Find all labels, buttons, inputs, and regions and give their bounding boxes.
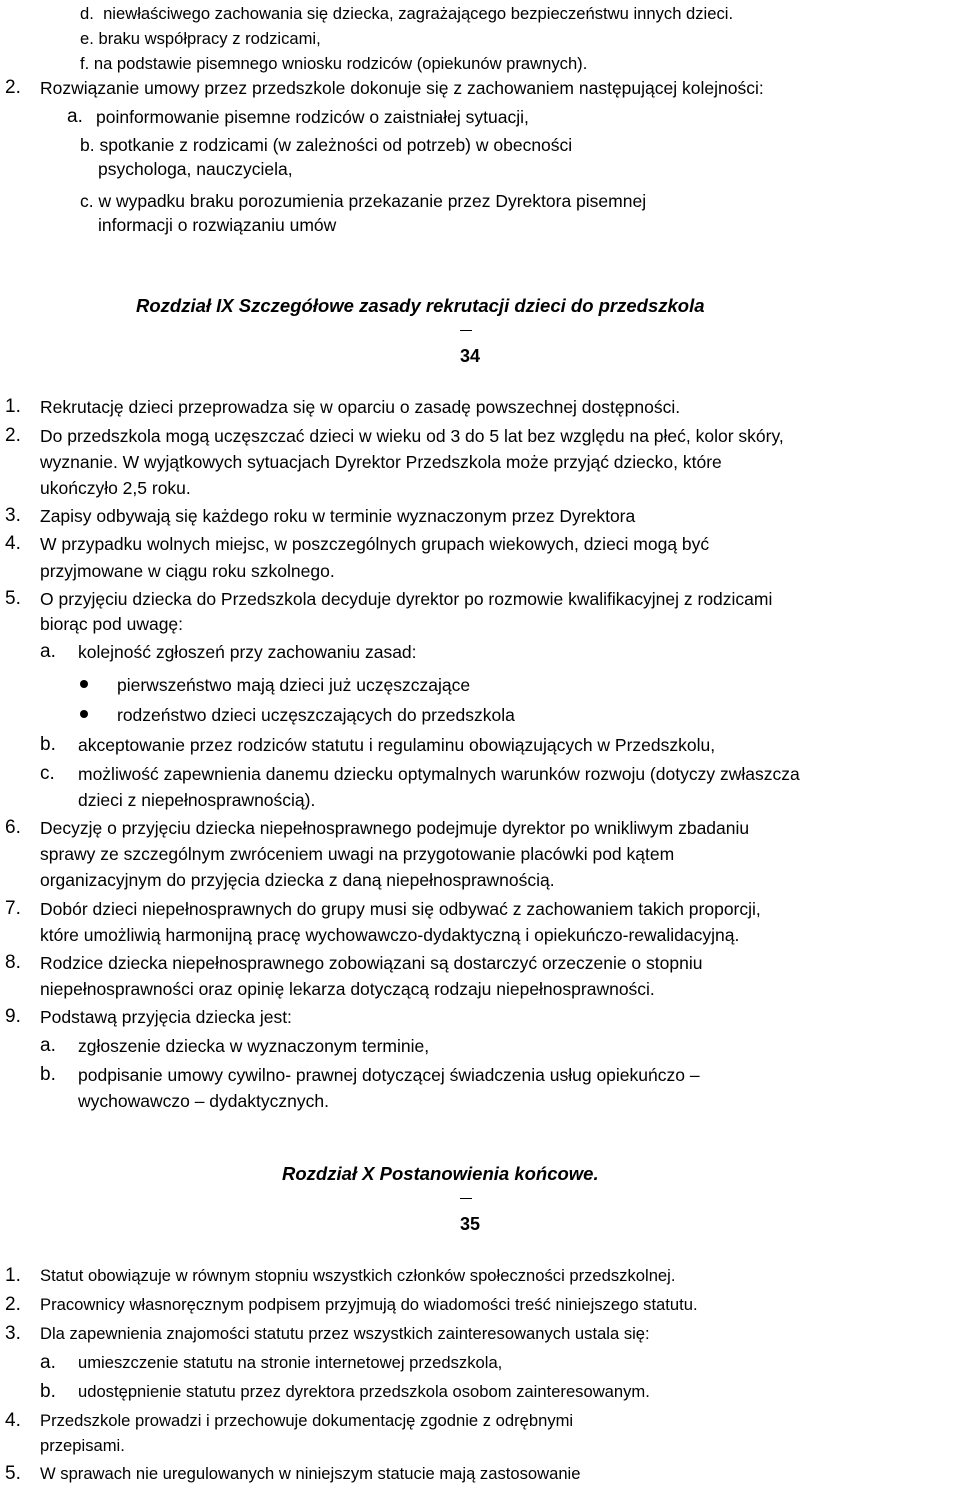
list-item-f: f. na podstawie pisemnego wniosku rodziców (opiekunów prawnych).: [80, 54, 588, 73]
item-text: Rekrutację dzieci przeprowadza się w oparciu o zasadę powszechnej dostępności.: [40, 397, 681, 417]
bullet-icon: [80, 680, 88, 688]
list-marker: c.: [40, 763, 55, 784]
bullet-text: pierwszeństwo mają dzieci już uczęszczające: [117, 675, 471, 695]
list-marker: 8.: [5, 952, 21, 973]
item-text: Dla zapewnienia znajomości statutu przez wszystkich zainteresowanych ustala się:: [40, 1324, 650, 1343]
list-item-d: d. niewłaściwego zachowania się dziecka, zagrażającego bezpieczeństwu innych dzieci.: [80, 4, 734, 23]
bullet-text: rodzeństwo dzieci uczęszczających do przedszkola: [117, 705, 515, 725]
item-text: wyznanie. W wyjątkowych sytuacjach Dyrektor Przedszkola może przyjąć dziecko, które: [40, 452, 722, 472]
item-text: psychologa, nauczyciela,: [98, 159, 293, 179]
item-text: podpisanie umowy cywilno- prawnej dotyczącej świadczenia usług opiekuńczo –: [78, 1065, 700, 1085]
item-text: Decyzję o przyjęciu dziecka niepełnosprawnego podejmuje dyrektor po wnikliwym zbadaniu: [40, 818, 750, 838]
bullet-icon: [80, 710, 88, 718]
list-marker: 9.: [5, 1006, 21, 1027]
item-text: Do przedszkola mogą uczęszczać dzieci w wieku od 3 do 5 lat bez względu na płeć, kolor skóry,: [40, 426, 784, 446]
item-text: Podstawą przyjęcia dziecka jest:: [40, 1007, 292, 1027]
chapter-title: Rozdział X Postanowienia końcowe.: [282, 1163, 599, 1184]
item-text: które umożliwią harmonijną pracę wychowawczo-dydaktyczną i opiekuńczo-rewalidacyjną.: [40, 925, 740, 945]
item-text: Dobór dzieci niepełnosprawnych do grupy musi się odbywać z zachowaniem takich proporcji,: [40, 899, 761, 919]
item-text: Rodzice dziecka niepełnosprawnego zobowiązani są dostarczyć orzeczenie o stopniu: [40, 953, 703, 973]
list-marker: 1.: [5, 1265, 21, 1286]
list-marker: 3.: [5, 505, 21, 526]
list-marker: 4.: [5, 533, 21, 554]
item-text: O przyjęciu dziecka do Przedszkola decyduje dyrektor po rozmowie kwalifikacyjnej z rodzicami: [40, 589, 773, 609]
item-text: niepełnosprawności oraz opinię lekarza dotyczącą rodzaju niepełnosprawności.: [40, 979, 655, 999]
list-marker: b.: [40, 734, 56, 755]
item-text: biorąc pod uwagę:: [40, 614, 184, 634]
list-marker: 4.: [5, 1410, 21, 1431]
list-marker: a.: [40, 1035, 56, 1056]
list-item-e: e. braku współpracy z rodzicami,: [80, 29, 321, 48]
item-text: możliwość zapewnienia danemu dziecku optymalnych warunków rozwoju (dotyczy zwłaszcza: [78, 764, 800, 784]
section-number: 34: [460, 344, 480, 368]
item-text: wychowawczo – dydaktycznych.: [78, 1091, 329, 1111]
item-text: udostępnienie statutu przez dyrektora przedszkola osobom zainteresowanym.: [78, 1382, 650, 1401]
item-text: b. spotkanie z rodzicami (w zależności od potrzeb) w obecności: [80, 135, 573, 155]
item-text: kolejność zgłoszeń przy zachowaniu zasad:: [78, 642, 417, 662]
section-mark: [460, 1198, 472, 1199]
list-marker: 1.: [5, 396, 21, 417]
item-text: dzieci z niepełnosprawnością).: [78, 790, 316, 810]
item-text: Statut obowiązuje w równym stopniu wszystkich członków społeczności przedszkolnej.: [40, 1266, 676, 1285]
list-marker: 7.: [5, 898, 21, 919]
list-marker: 3.: [5, 1323, 21, 1344]
item-text: umieszczenie statutu na stronie internetowej przedszkola,: [78, 1353, 503, 1372]
item-text: przyjmowane w ciągu roku szkolnego.: [40, 561, 335, 581]
list-marker: a.: [40, 641, 56, 662]
item-text: Zapisy odbywają się każdego roku w terminie wyznaczonym przez Dyrektora: [40, 506, 636, 526]
item-text: przepisami.: [40, 1436, 125, 1455]
section-number: 35: [460, 1212, 480, 1236]
item-text: c. w wypadku braku porozumienia przekazanie przez Dyrektora pisemnej: [80, 191, 647, 211]
item-text: W przypadku wolnych miejsc, w poszczególnych grupach wiekowych, dzieci mogą być: [40, 534, 710, 554]
list-marker: b.: [40, 1064, 56, 1085]
section-mark: [460, 330, 472, 331]
item-text: Rozwiązanie umowy przez przedszkole dokonuje się z zachowaniem następującej kolejności:: [40, 78, 764, 98]
list-marker: 6.: [5, 817, 21, 838]
item-text: zgłoszenie dziecka w wyznaczonym terminie,: [78, 1036, 430, 1056]
list-marker: 5.: [5, 588, 21, 609]
list-marker: b.: [40, 1381, 56, 1402]
list-marker: a.: [40, 1352, 56, 1373]
item-text: W sprawach nie uregulowanych w niniejszym statucie mają zastosowanie: [40, 1464, 581, 1483]
list-marker: 5.: [5, 1463, 21, 1484]
item-text: akceptowanie przez rodziców statutu i regulaminu obowiązujących w Przedszkolu,: [78, 735, 716, 755]
chapter-title: Rozdział IX Szczegółowe zasady rekrutacji dzieci do przedszkola: [136, 295, 705, 316]
item-text: Pracownicy własnoręcznym podpisem przyjmują do wiadomości treść niniejszego statutu.: [40, 1295, 698, 1314]
item-text: sprawy ze szczególnym zwróceniem uwagi na przygotowanie placówki pod kątem: [40, 844, 675, 864]
list-marker: 2.: [5, 77, 21, 98]
item-text: ukończyło 2,5 roku.: [40, 478, 191, 498]
list-marker: 2.: [5, 1294, 21, 1315]
item-text: poinformowanie pisemne rodziców o zaistniałej sytuacji,: [96, 107, 529, 127]
item-text: organizacyjnym do przyjęcia dziecka z daną niepełnosprawnością.: [40, 870, 555, 890]
list-marker: a.: [67, 106, 83, 127]
item-text: informacji o rozwiązaniu umów: [98, 215, 337, 235]
item-text: Przedszkole prowadzi i przechowuje dokumentację zgodnie z odrębnymi: [40, 1411, 574, 1430]
list-marker: 2.: [5, 425, 21, 446]
